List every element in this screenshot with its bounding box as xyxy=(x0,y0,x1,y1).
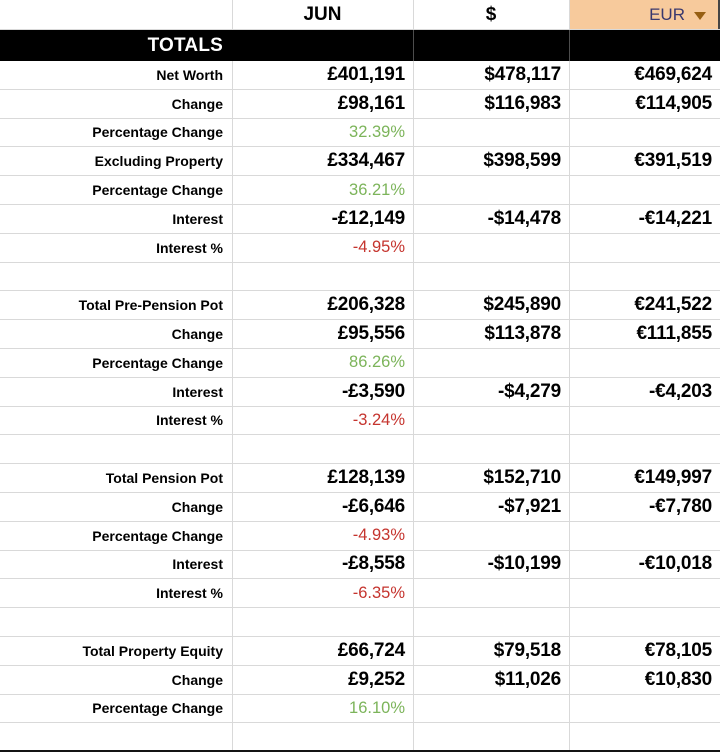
table-row xyxy=(0,464,720,493)
cell-eur[interactable] xyxy=(569,407,720,435)
cell-eur[interactable]: -€7,780 xyxy=(648,495,712,517)
table-row xyxy=(0,61,720,90)
cell-label[interactable]: Interest % xyxy=(156,239,223,256)
cell-usd[interactable]: -$4,279 xyxy=(497,380,561,402)
cell-jun[interactable]: -4.95% xyxy=(352,238,405,257)
cell-label[interactable]: Total Pension Pot xyxy=(105,470,223,487)
cell-usd[interactable]: $116,983 xyxy=(484,92,561,114)
table-row xyxy=(0,90,720,119)
cell-eur[interactable] xyxy=(569,119,720,147)
cell-label[interactable]: Change xyxy=(171,498,223,515)
cell-usd[interactable]: $152,710 xyxy=(483,467,561,489)
cell-label[interactable] xyxy=(0,608,232,636)
table-row xyxy=(0,119,720,148)
cell-eur[interactable] xyxy=(569,263,720,291)
cell-label[interactable]: Change xyxy=(171,671,223,688)
cell-usd[interactable] xyxy=(413,695,569,723)
eur-header-label: EUR xyxy=(649,4,685,24)
cell-jun[interactable]: -£8,558 xyxy=(341,553,405,575)
cell-usd[interactable] xyxy=(413,579,569,607)
totals-label: TOTALS xyxy=(147,34,223,56)
table-row xyxy=(0,407,720,436)
cell-jun[interactable]: £334,467 xyxy=(327,150,405,172)
column-header-usd[interactable]: $ xyxy=(485,3,497,25)
table-row xyxy=(0,234,720,263)
cell-usd[interactable]: -$10,199 xyxy=(487,553,561,575)
cell-jun[interactable]: -£6,646 xyxy=(341,495,405,517)
column-gridline xyxy=(569,0,570,752)
table-row xyxy=(0,263,720,292)
cell-label[interactable]: Net Worth xyxy=(156,66,223,83)
cell-jun[interactable]: 16.10% xyxy=(349,698,405,717)
cell-eur[interactable]: €114,905 xyxy=(635,92,712,114)
cell-usd[interactable] xyxy=(413,608,569,636)
cell-jun[interactable] xyxy=(232,263,413,291)
table-row xyxy=(0,637,720,666)
cell-label[interactable]: Percentage Change xyxy=(92,124,223,141)
cell-eur[interactable] xyxy=(569,608,720,636)
cell-label[interactable]: Interest xyxy=(172,556,223,573)
cell-label[interactable] xyxy=(0,263,232,291)
cell-usd[interactable]: $398,599 xyxy=(483,150,561,172)
rows-container xyxy=(0,61,720,752)
cell-usd[interactable]: -$7,921 xyxy=(497,495,561,517)
cell-usd[interactable]: $113,878 xyxy=(484,323,561,345)
cell-jun[interactable]: £9,252 xyxy=(348,668,405,690)
cell-label[interactable]: Percentage Change xyxy=(92,182,223,199)
cell-label[interactable]: Percentage Change xyxy=(92,700,223,717)
cell-label[interactable]: Change xyxy=(171,326,223,343)
cell-jun[interactable]: £98,161 xyxy=(337,92,405,114)
cell-jun[interactable]: 36.21% xyxy=(349,180,405,199)
cell-usd[interactable] xyxy=(413,234,569,262)
cell-jun[interactable] xyxy=(232,608,413,636)
cell-usd[interactable] xyxy=(413,522,569,550)
cell-label[interactable] xyxy=(0,435,232,463)
cell-jun[interactable]: 86.26% xyxy=(349,353,405,372)
cell-eur[interactable] xyxy=(569,695,720,723)
table-row xyxy=(0,320,720,349)
cell-usd[interactable]: $11,026 xyxy=(494,668,561,690)
cell-label[interactable]: Excluding Property xyxy=(94,153,223,170)
cell-usd[interactable] xyxy=(413,176,569,204)
column-header-eur[interactable] xyxy=(569,0,720,29)
column-header-blank[interactable] xyxy=(0,0,232,29)
cell-label[interactable]: Interest % xyxy=(156,585,223,602)
cell-label[interactable]: Total Pre-Pension Pot xyxy=(78,297,223,314)
cell-eur[interactable] xyxy=(569,579,720,607)
table-row xyxy=(0,349,720,378)
cell-jun[interactable]: £206,328 xyxy=(327,294,405,316)
cell-label[interactable]: Total Property Equity xyxy=(82,642,223,659)
cell-usd[interactable]: $478,117 xyxy=(484,63,561,85)
cell-eur[interactable] xyxy=(569,349,720,377)
column-header-row xyxy=(0,0,720,30)
cell-usd[interactable]: -$14,478 xyxy=(487,207,561,229)
cell-eur[interactable]: €469,624 xyxy=(634,63,712,85)
column-header-jun[interactable]: JUN xyxy=(303,3,342,25)
cell-eur[interactable]: €241,522 xyxy=(634,294,712,316)
cell-seam xyxy=(413,30,414,61)
table-row xyxy=(0,579,720,608)
cell-eur[interactable] xyxy=(569,234,720,262)
table-row xyxy=(0,522,720,551)
table-row xyxy=(0,435,720,464)
table-row xyxy=(0,378,720,407)
table-row xyxy=(0,723,720,752)
cell-label[interactable]: Interest xyxy=(172,383,223,400)
cell-usd[interactable] xyxy=(413,723,569,752)
cell-jun[interactable]: £95,556 xyxy=(337,323,405,345)
cell-eur[interactable]: -€14,221 xyxy=(638,207,712,229)
cell-label[interactable] xyxy=(0,723,232,752)
cell-eur[interactable] xyxy=(569,723,720,752)
cell-label[interactable]: Interest xyxy=(172,210,223,227)
cell-jun[interactable]: £66,724 xyxy=(337,639,405,661)
cell-jun[interactable]: 32.39% xyxy=(349,122,405,141)
cell-eur[interactable] xyxy=(569,176,720,204)
cell-eur[interactable]: -€10,018 xyxy=(638,553,712,575)
cell-usd[interactable] xyxy=(413,119,569,147)
cell-jun[interactable]: -6.35% xyxy=(352,583,405,602)
cell-jun[interactable]: -£3,590 xyxy=(341,380,405,402)
cell-eur[interactable]: €10,830 xyxy=(644,668,712,690)
cell-usd[interactable]: $79,518 xyxy=(493,639,561,661)
table-row xyxy=(0,176,720,205)
table-row xyxy=(0,695,720,724)
cell-jun[interactable] xyxy=(232,435,413,463)
cell-eur[interactable] xyxy=(569,522,720,550)
cell-label[interactable]: Percentage Change xyxy=(92,527,223,544)
cell-jun[interactable]: -3.24% xyxy=(352,410,405,429)
table-row xyxy=(0,666,720,695)
cell-jun[interactable]: £401,191 xyxy=(327,63,405,85)
cell-usd[interactable]: $245,890 xyxy=(483,294,561,316)
cell-eur[interactable]: €391,519 xyxy=(634,150,712,172)
table-row xyxy=(0,551,720,580)
cell-jun[interactable]: -4.93% xyxy=(352,526,405,545)
cell-jun[interactable] xyxy=(232,723,413,752)
column-gridline xyxy=(232,0,233,752)
cell-eur[interactable]: €78,105 xyxy=(644,639,712,661)
cell-eur[interactable]: €149,997 xyxy=(634,467,712,489)
table-row xyxy=(0,147,720,176)
cell-usd[interactable] xyxy=(413,407,569,435)
table-row xyxy=(0,608,720,637)
cell-eur[interactable]: €111,855 xyxy=(636,323,712,345)
cell-eur[interactable] xyxy=(569,435,720,463)
column-gridline xyxy=(413,0,414,752)
table-row xyxy=(0,291,720,320)
cell-label[interactable]: Percentage Change xyxy=(92,354,223,371)
table-row xyxy=(0,493,720,522)
cell-usd[interactable] xyxy=(413,435,569,463)
table-row xyxy=(0,205,720,234)
totals-band[interactable] xyxy=(0,30,720,61)
cell-label[interactable]: Change xyxy=(171,95,223,112)
cell-eur[interactable]: -€4,203 xyxy=(648,380,712,402)
cell-usd[interactable] xyxy=(413,349,569,377)
cell-jun[interactable]: £128,139 xyxy=(327,467,405,489)
cell-jun[interactable]: -£12,149 xyxy=(331,207,405,229)
cell-label[interactable]: Interest % xyxy=(156,412,223,429)
filter-dropdown-icon[interactable] xyxy=(694,12,706,20)
cell-usd[interactable] xyxy=(413,263,569,291)
cell-seam xyxy=(569,30,570,61)
